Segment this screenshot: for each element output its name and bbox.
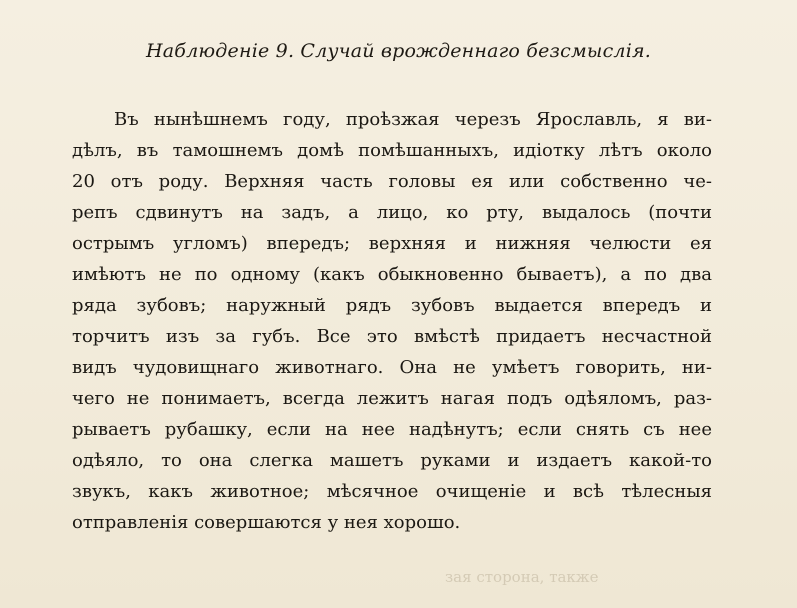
observation-paragraph [72, 104, 712, 538]
paragraph-line: торчитъ изъ за губъ. Все это вмѣстѣ придаетъ несчастной [72, 326, 712, 347]
paragraph-line: репъ сдвинутъ на задъ, а лицо, ко рту, выдалось (почти [72, 202, 712, 223]
paragraph-line: звукъ, какъ животное; мѣсячное очищеніе и всѣ тѣлесныя [72, 481, 712, 502]
paragraph-line: одѣяло, то она слегка машетъ руками и издаетъ какой-то [72, 450, 712, 471]
paragraph-line: Въ нынѣшнемъ году, проѣзжая черезъ Ярославль, я ви- [114, 109, 712, 130]
paragraph-line: ряда зубовъ; наружный рядъ зубовъ выдается впередъ и [72, 295, 712, 316]
paragraph-line: 20 отъ роду. Верхняя часть головы ея или собственно че- [72, 171, 712, 192]
paragraph-line: острымъ угломъ) впередъ; верхняя и нижняя челюсти ея [72, 233, 712, 254]
paragraph-line: отправленія совершаются у нея хорошо. [72, 512, 461, 533]
paragraph-line: видъ чудовищнаго животнаго. Она не умѣетъ говорить, ни- [72, 357, 712, 378]
paragraph-line: имѣютъ не по одному (какъ обыкновенно бываетъ), а по два [72, 264, 712, 285]
paragraph-line: чего не понимаетъ, всегда лежитъ нагая подъ одѣяломъ, раз- [72, 388, 712, 409]
bleed-through-text: зая сторона, также [445, 568, 599, 586]
paragraph-line: рываетъ рубашку, если на нее надѣнутъ; если снять съ нее [72, 419, 712, 440]
observation-heading: Наблюденіе 9. Случай врожденнаго безсмыслія. [145, 40, 652, 62]
paragraph-line: дѣлъ, въ тамошнемъ домѣ помѣшанныхъ, идіотку лѣтъ около [72, 140, 712, 161]
